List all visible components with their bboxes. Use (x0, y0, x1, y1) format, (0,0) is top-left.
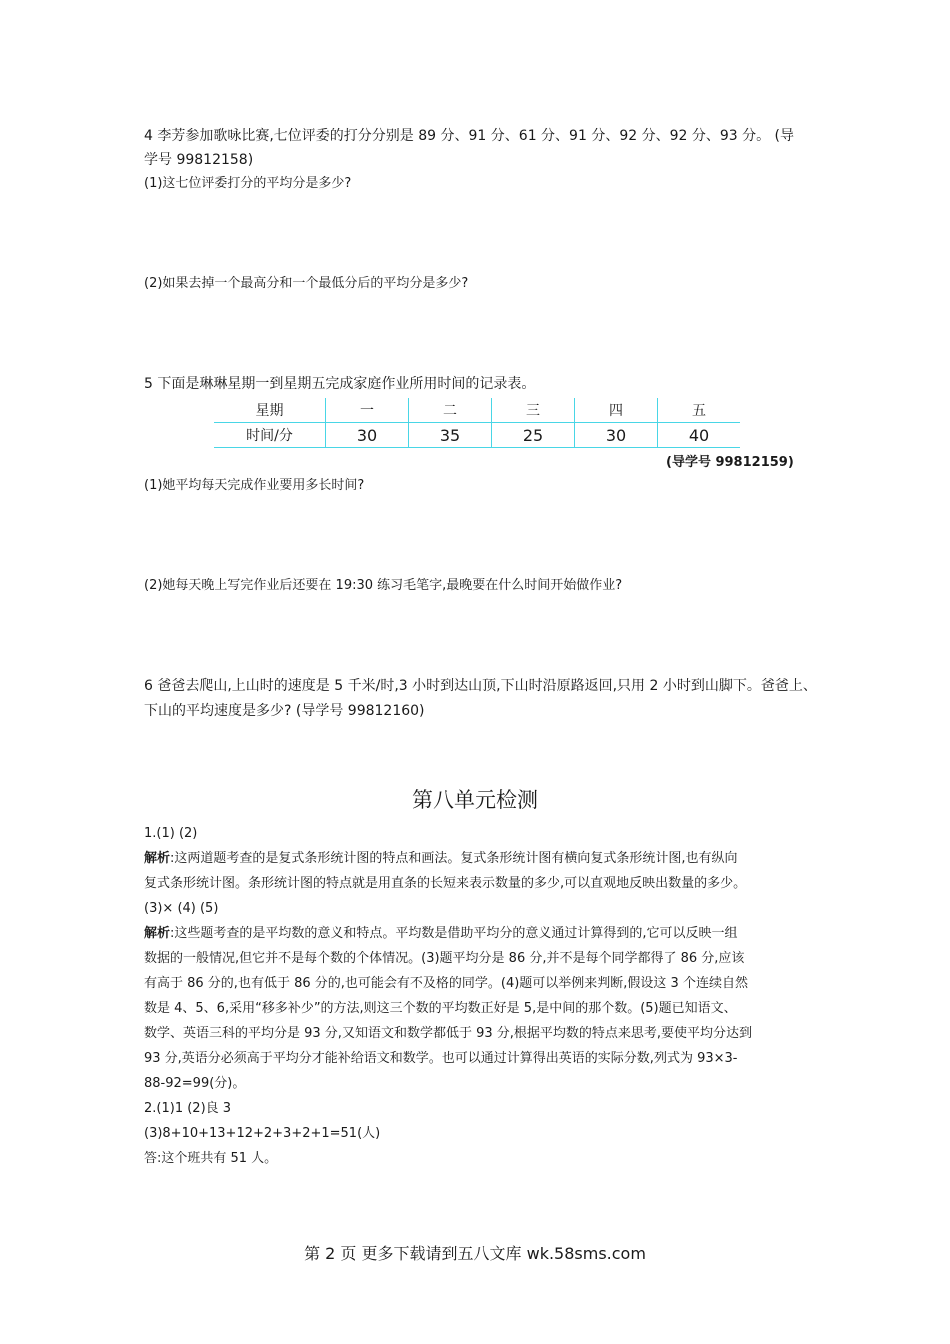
explanation-2-line1 (144, 924, 738, 944)
explanation-2-line2: 数据的一般情况,但它并不是每个数的个体情况。(3)题平均分是 86 分,并不是每个同学都得了 86 分,应该 (144, 951, 745, 966)
explanation-label: 解析 (144, 926, 171, 941)
explanation-2-line7: 88-92=99(分)。 (144, 1076, 246, 1091)
table-cell-time: 30 (575, 423, 658, 448)
table-header-weekday: 星期 (214, 398, 326, 423)
explanation-label: 解析 (144, 851, 171, 866)
table-cell-day: 四 (575, 398, 658, 423)
q4-sub1: (1)这七位评委打分的平均分是多少? (144, 176, 352, 191)
page-footer: 第 2 页 更多下载请到五八文库 wk.58sms.com (304, 1244, 646, 1263)
explanation-text: :这些题考查的是平均数的意义和特点。平均数是借助平均分的意义通过计算得到的,它可以反映一组 (170, 926, 738, 941)
table-cell-time: 40 (658, 423, 741, 448)
q5-ref-number: (导学号 99812159) (666, 455, 794, 470)
q6-line2: 下山的平均速度是多少? (导学号 99812160) (144, 703, 425, 719)
table-cell-day: 二 (409, 398, 492, 423)
answer-3: 2.(1)1 (2)良 3 (144, 1101, 232, 1116)
table-cell-time: 35 (409, 423, 492, 448)
explanation-2-line3: 有高于 86 分的,也有低于 86 分的,也可能会有不及格的同学。(4)题可以举例来判断,假设这 3 个连续自然 (144, 976, 748, 991)
q4-line1: 4 李芳参加歌咏比赛,七位评委的打分分别是 89 分、91 分、61 分、91 分、92 分、92 分、93 分。 (导 (144, 128, 795, 144)
q6-line1: 6 爸爸去爬山,上山时的速度是 5 千米/时,3 小时到达山顶,下山时沿原路返回,只用 2 小时到山脚下。爸爸上、 (144, 678, 817, 694)
table-cell-time: 30 (326, 423, 409, 448)
q5-sub2: (2)她每天晚上写完作业后还要在 19:30 练习毛笔字,最晚要在什么时间开始做作业? (144, 578, 623, 593)
q5-sub1: (1)她平均每天完成作业要用多长时间? (144, 478, 365, 493)
explanation-2-line6: 93 分,英语分必须高于平均分才能补给语文和数学。也可以通过计算得出英语的实际分数,列式为 93×3- (144, 1051, 738, 1066)
table-row (214, 398, 740, 423)
q4-sub2: (2)如果去掉一个最高分和一个最低分后的平均分是多少? (144, 276, 469, 291)
q4-line2: 学号 99812158) (144, 152, 254, 168)
explanation-1-line2: 复式条形统计图。条形统计图的特点就是用直条的长短来表示数量的多少,可以直观地反映出数量的多少。 (144, 876, 747, 891)
answer-4: (3)8+10+13+12+2+3+2+1=51(人) (144, 1126, 381, 1141)
section-title: 第八单元检测 (412, 788, 538, 812)
table-cell-day: 一 (326, 398, 409, 423)
homework-time-table (214, 398, 740, 448)
answer-1: 1.(1) (2) (144, 826, 198, 841)
table-header-time: 时间/分 (214, 423, 326, 448)
table-cell-time: 25 (492, 423, 575, 448)
answer-5: 答:这个班共有 51 人。 (144, 1151, 278, 1166)
explanation-1-line1 (144, 849, 738, 869)
q5-intro: 5 下面是琳琳星期一到星期五完成家庭作业所用时间的记录表。 (144, 376, 536, 392)
explanation-text: :这两道题考查的是复式条形统计图的特点和画法。复式条形统计图有横向复式条形统计图,也有纵向 (170, 851, 738, 866)
answer-2: (3)× (4) (5) (144, 901, 219, 916)
table-cell-day: 五 (658, 398, 741, 423)
table-row (214, 423, 740, 448)
explanation-2-line5: 数学、英语三科的平均分是 93 分,又知语文和数学都低于 93 分,根据平均数的特点来思考,要使平均分达到 (144, 1026, 753, 1041)
table-cell-day: 三 (492, 398, 575, 423)
explanation-2-line4: 数是 4、5、6,采用“移多补少”的方法,则这三个数的平均数正好是 5,是中间的那个数。(5)题已知语文、 (144, 1001, 737, 1016)
